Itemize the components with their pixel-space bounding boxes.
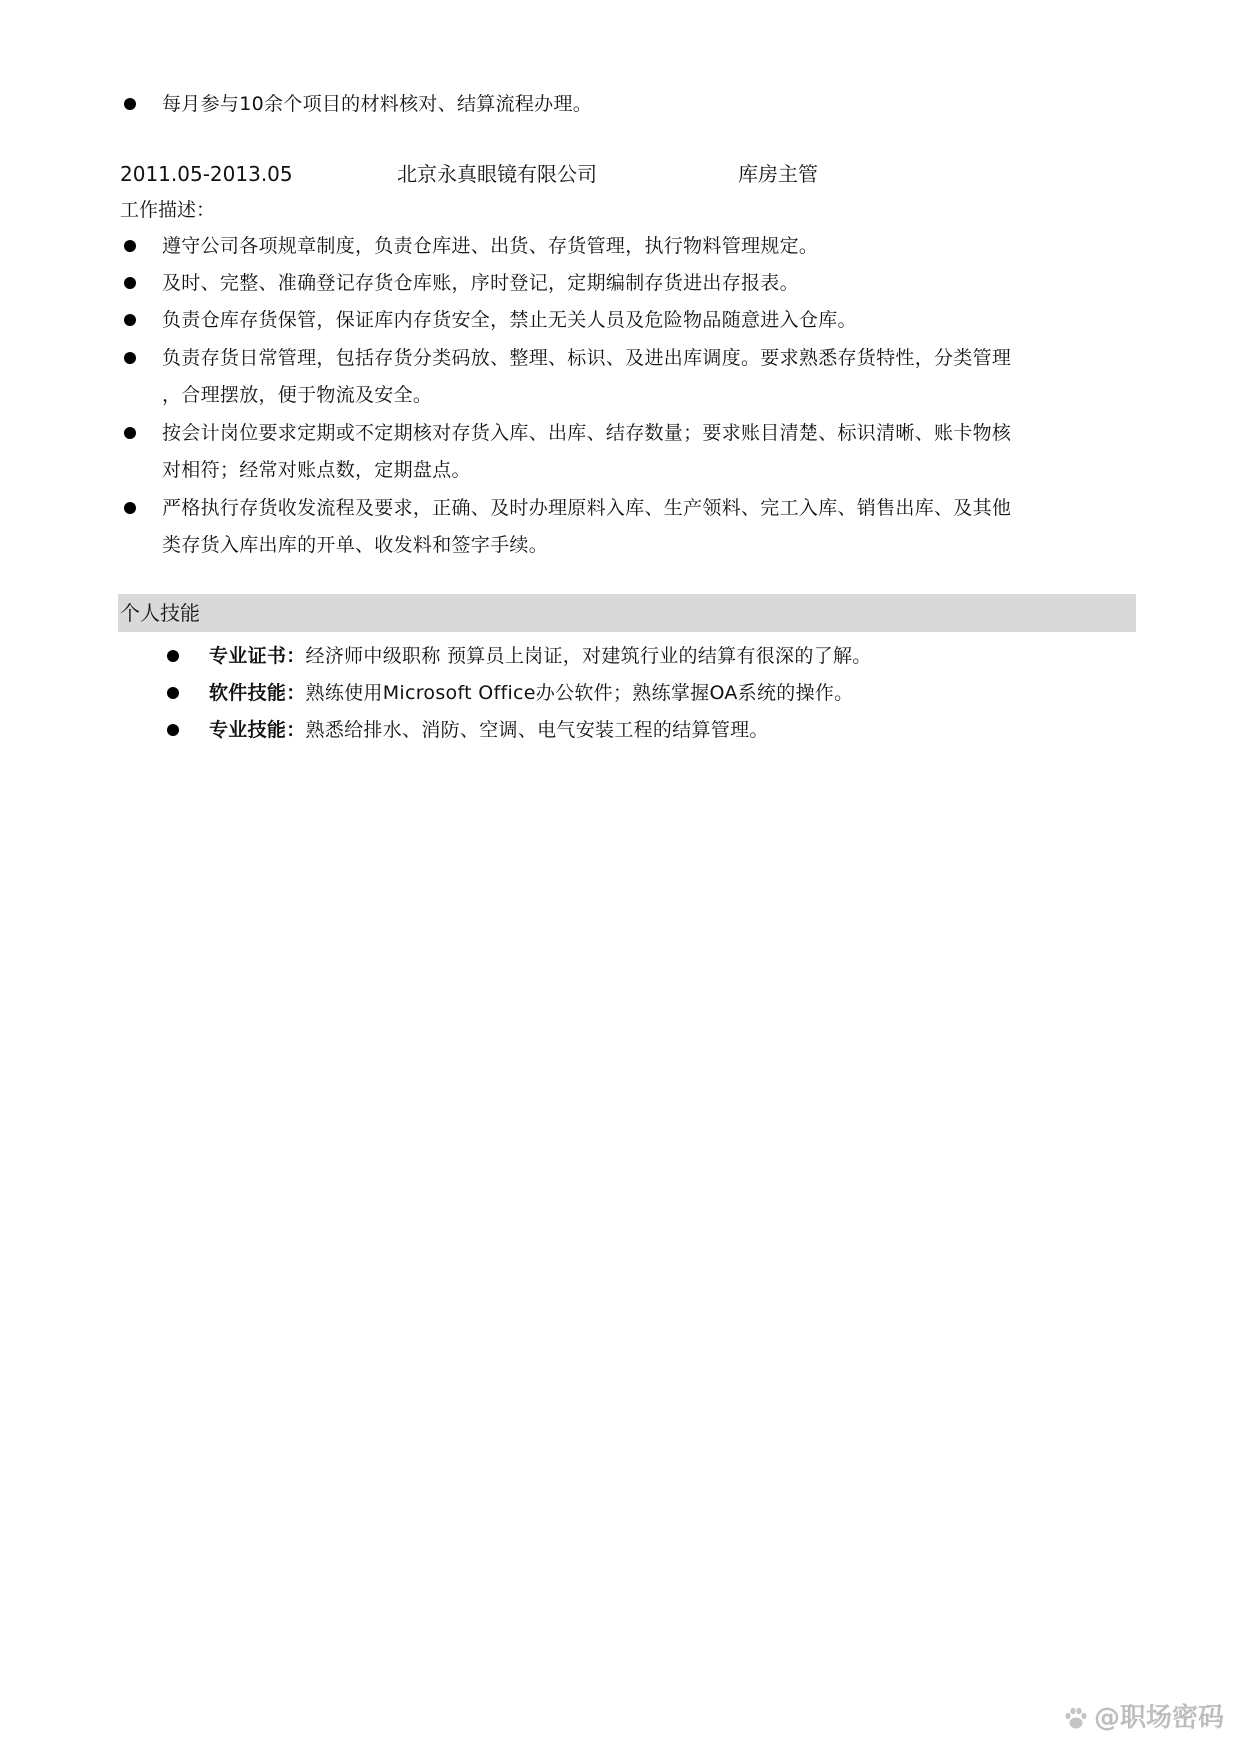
- list-item: [122, 265, 1132, 302]
- bullet-icon: [122, 265, 162, 302]
- bullet-text-line: ，合理摆放，便于物流及安全。: [162, 384, 433, 406]
- bullet-text: 负责仓库存货保管，保证库内存货安全，禁止无关人员及危险物品随意进入仓库。: [162, 309, 857, 331]
- skill-key: 软件技能：: [209, 682, 306, 704]
- list-item: [122, 302, 1132, 339]
- job-header: [120, 159, 1120, 189]
- section-header-skills: [118, 594, 1136, 632]
- bullet-icon: [122, 86, 162, 123]
- bullet-text: 每月参与10余个项目的材料核对、结算流程办理。: [162, 93, 593, 115]
- list-item: [122, 490, 1132, 564]
- skill-key: 专业技能：: [209, 719, 306, 741]
- bullet-text: [162, 490, 1132, 564]
- bullet-icon: [122, 415, 162, 489]
- list-item: [122, 340, 1132, 414]
- bullet-icon: [165, 638, 209, 675]
- bullet-icon: [122, 490, 162, 564]
- skill-value: 熟悉给排水、消防、空调、电气安装工程的结算管理。: [305, 719, 769, 741]
- list-item: [122, 228, 1132, 265]
- job-period: 2011.05-2013.05: [120, 162, 293, 186]
- bullet-text-line: 严格执行存货收发流程及要求，正确、及时办理原料入库、生产领料、完工入库、销售出库、及其他: [162, 497, 1012, 519]
- bullet-icon: [122, 302, 162, 339]
- bullet-text: [162, 415, 1132, 489]
- bullet-text: 及时、完整、准确登记存货仓库账，序时登记，定期编制存货进出存报表。: [162, 272, 799, 294]
- bullet-icon: [165, 712, 209, 749]
- watermark-text: @职场密码: [1093, 1703, 1224, 1733]
- list-item: [165, 712, 1115, 749]
- bullet-text-line: 按会计岗位要求定期或不定期核对存货入库、出库、结存数量；要求账目清楚、标识清晰、账卡物核: [162, 422, 1012, 444]
- bullet-text-line: 对相符；经常对账点数，定期盘点。: [162, 459, 471, 481]
- list-item: [165, 675, 1115, 712]
- bullet-icon: [165, 675, 209, 712]
- skill-key: 专业证书：: [209, 645, 306, 667]
- bullet-text: 遵守公司各项规章制度，负责仓库进、出货、存货管理，执行物料管理规定。: [162, 235, 819, 257]
- bullet-text: [162, 340, 1132, 414]
- bullet-text-line: 负责存货日常管理，包括存货分类码放、整理、标识、及进出库调度。要求熟悉存货特性，分类管理: [162, 347, 1012, 369]
- list-item: [122, 86, 1132, 123]
- skill-value: 经济师中级职称 预算员上岗证，对建筑行业的结算有很深的了解。: [305, 645, 872, 667]
- job-title: 库房主管: [738, 162, 818, 186]
- list-item: [122, 415, 1132, 489]
- job-company: 北京永真眼镜有限公司: [397, 162, 597, 186]
- watermark: [1062, 1701, 1224, 1735]
- list-item: [165, 638, 1115, 675]
- bullet-icon: [122, 228, 162, 265]
- paw-icon: [1062, 1704, 1090, 1732]
- bullet-text-line: 类存货入库出库的开单、收发料和签字手续。: [162, 534, 549, 556]
- section-title: 个人技能: [120, 601, 200, 625]
- bullet-icon: [122, 340, 162, 414]
- skill-value: 熟练使用Microsoft Office办公软件；熟练掌握OA系统的操作。: [305, 682, 854, 704]
- job-description-label: 工作描述：: [120, 199, 216, 221]
